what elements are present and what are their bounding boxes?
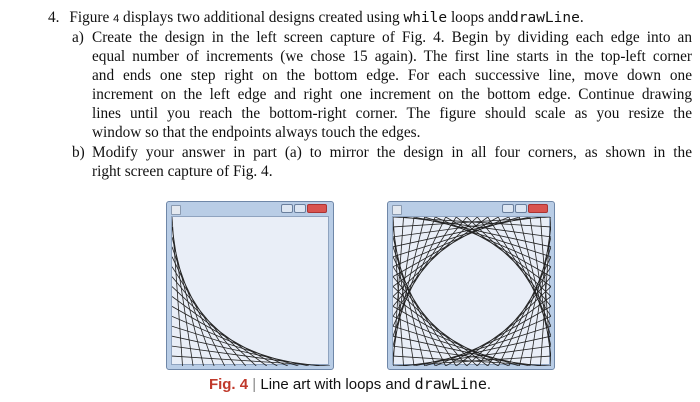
intro-text-2: loops and xyxy=(450,9,510,26)
caption-label: Fig. 4 xyxy=(208,376,249,393)
java-app-icon xyxy=(171,205,181,215)
figure-ref: 4 xyxy=(113,13,120,25)
intro-text-1: displays two additional designs created using xyxy=(123,9,400,26)
right-drawing-panel xyxy=(392,216,550,365)
part-a-line-1: Create the design in the left screen capture of Fig. 4. Begin by dividing each edge into an xyxy=(92,29,692,46)
right-art-br-line-8 xyxy=(467,287,551,366)
right-line-art xyxy=(393,217,551,366)
part-b-line-2: right screen capture of Fig. 4. xyxy=(92,163,273,180)
part-a-line-6: window so that the endpoints always touch the edges. xyxy=(92,124,421,141)
right-window xyxy=(387,201,555,370)
part-b-label: b) xyxy=(72,144,85,161)
part-a-line-4: increment on the left edge and right one increment on the bottom edge. Continue drawing xyxy=(92,86,692,103)
minimize-icon[interactable] xyxy=(502,204,514,213)
intro-end: . xyxy=(579,9,584,26)
right-art-tl-line-8 xyxy=(393,217,477,296)
left-title-bar xyxy=(167,202,333,216)
part-a-line-2: equal number of increments (we chose 15 again). The first line starts in the top-left corner xyxy=(92,48,692,65)
java-app-icon xyxy=(392,205,402,215)
question-line xyxy=(48,8,584,29)
left-drawing-panel xyxy=(171,216,329,365)
maximize-icon[interactable] xyxy=(515,204,527,213)
close-icon[interactable] xyxy=(528,204,548,213)
part-a-line-5: lines until you reach the bottom-right corner. The figure should scale as you resize the xyxy=(92,105,692,122)
part-a-label: a) xyxy=(72,29,84,46)
question-number: 4. xyxy=(48,9,60,26)
code-drawline: drawLine xyxy=(510,10,580,26)
caption-separator: | xyxy=(252,376,257,393)
left-window xyxy=(166,201,334,370)
left-line-art xyxy=(172,217,330,366)
right-art-tr-line-8 xyxy=(467,217,551,296)
close-icon[interactable] xyxy=(307,204,327,213)
maximize-icon[interactable] xyxy=(294,204,306,213)
part-a-line-3: and ends one step right on the bottom edge. For each successive line, move down one xyxy=(92,67,692,84)
left-art-bl-line-15 xyxy=(172,356,330,366)
figure-word: Figure xyxy=(69,9,110,26)
minimize-icon[interactable] xyxy=(281,204,293,213)
figure-caption xyxy=(0,375,700,393)
right-title-bar xyxy=(388,202,554,216)
part-b-line-1: Modify your answer in part (a) to mirror the design in all four corners, as shown in the xyxy=(92,144,692,161)
caption-code: drawLine xyxy=(414,375,487,393)
caption-text: Line art with loops and xyxy=(260,376,411,393)
caption-end: . xyxy=(486,376,492,393)
code-while: while xyxy=(403,10,448,26)
right-art-bl-line-8 xyxy=(393,287,477,366)
left-art-bl-line-8 xyxy=(172,287,256,366)
